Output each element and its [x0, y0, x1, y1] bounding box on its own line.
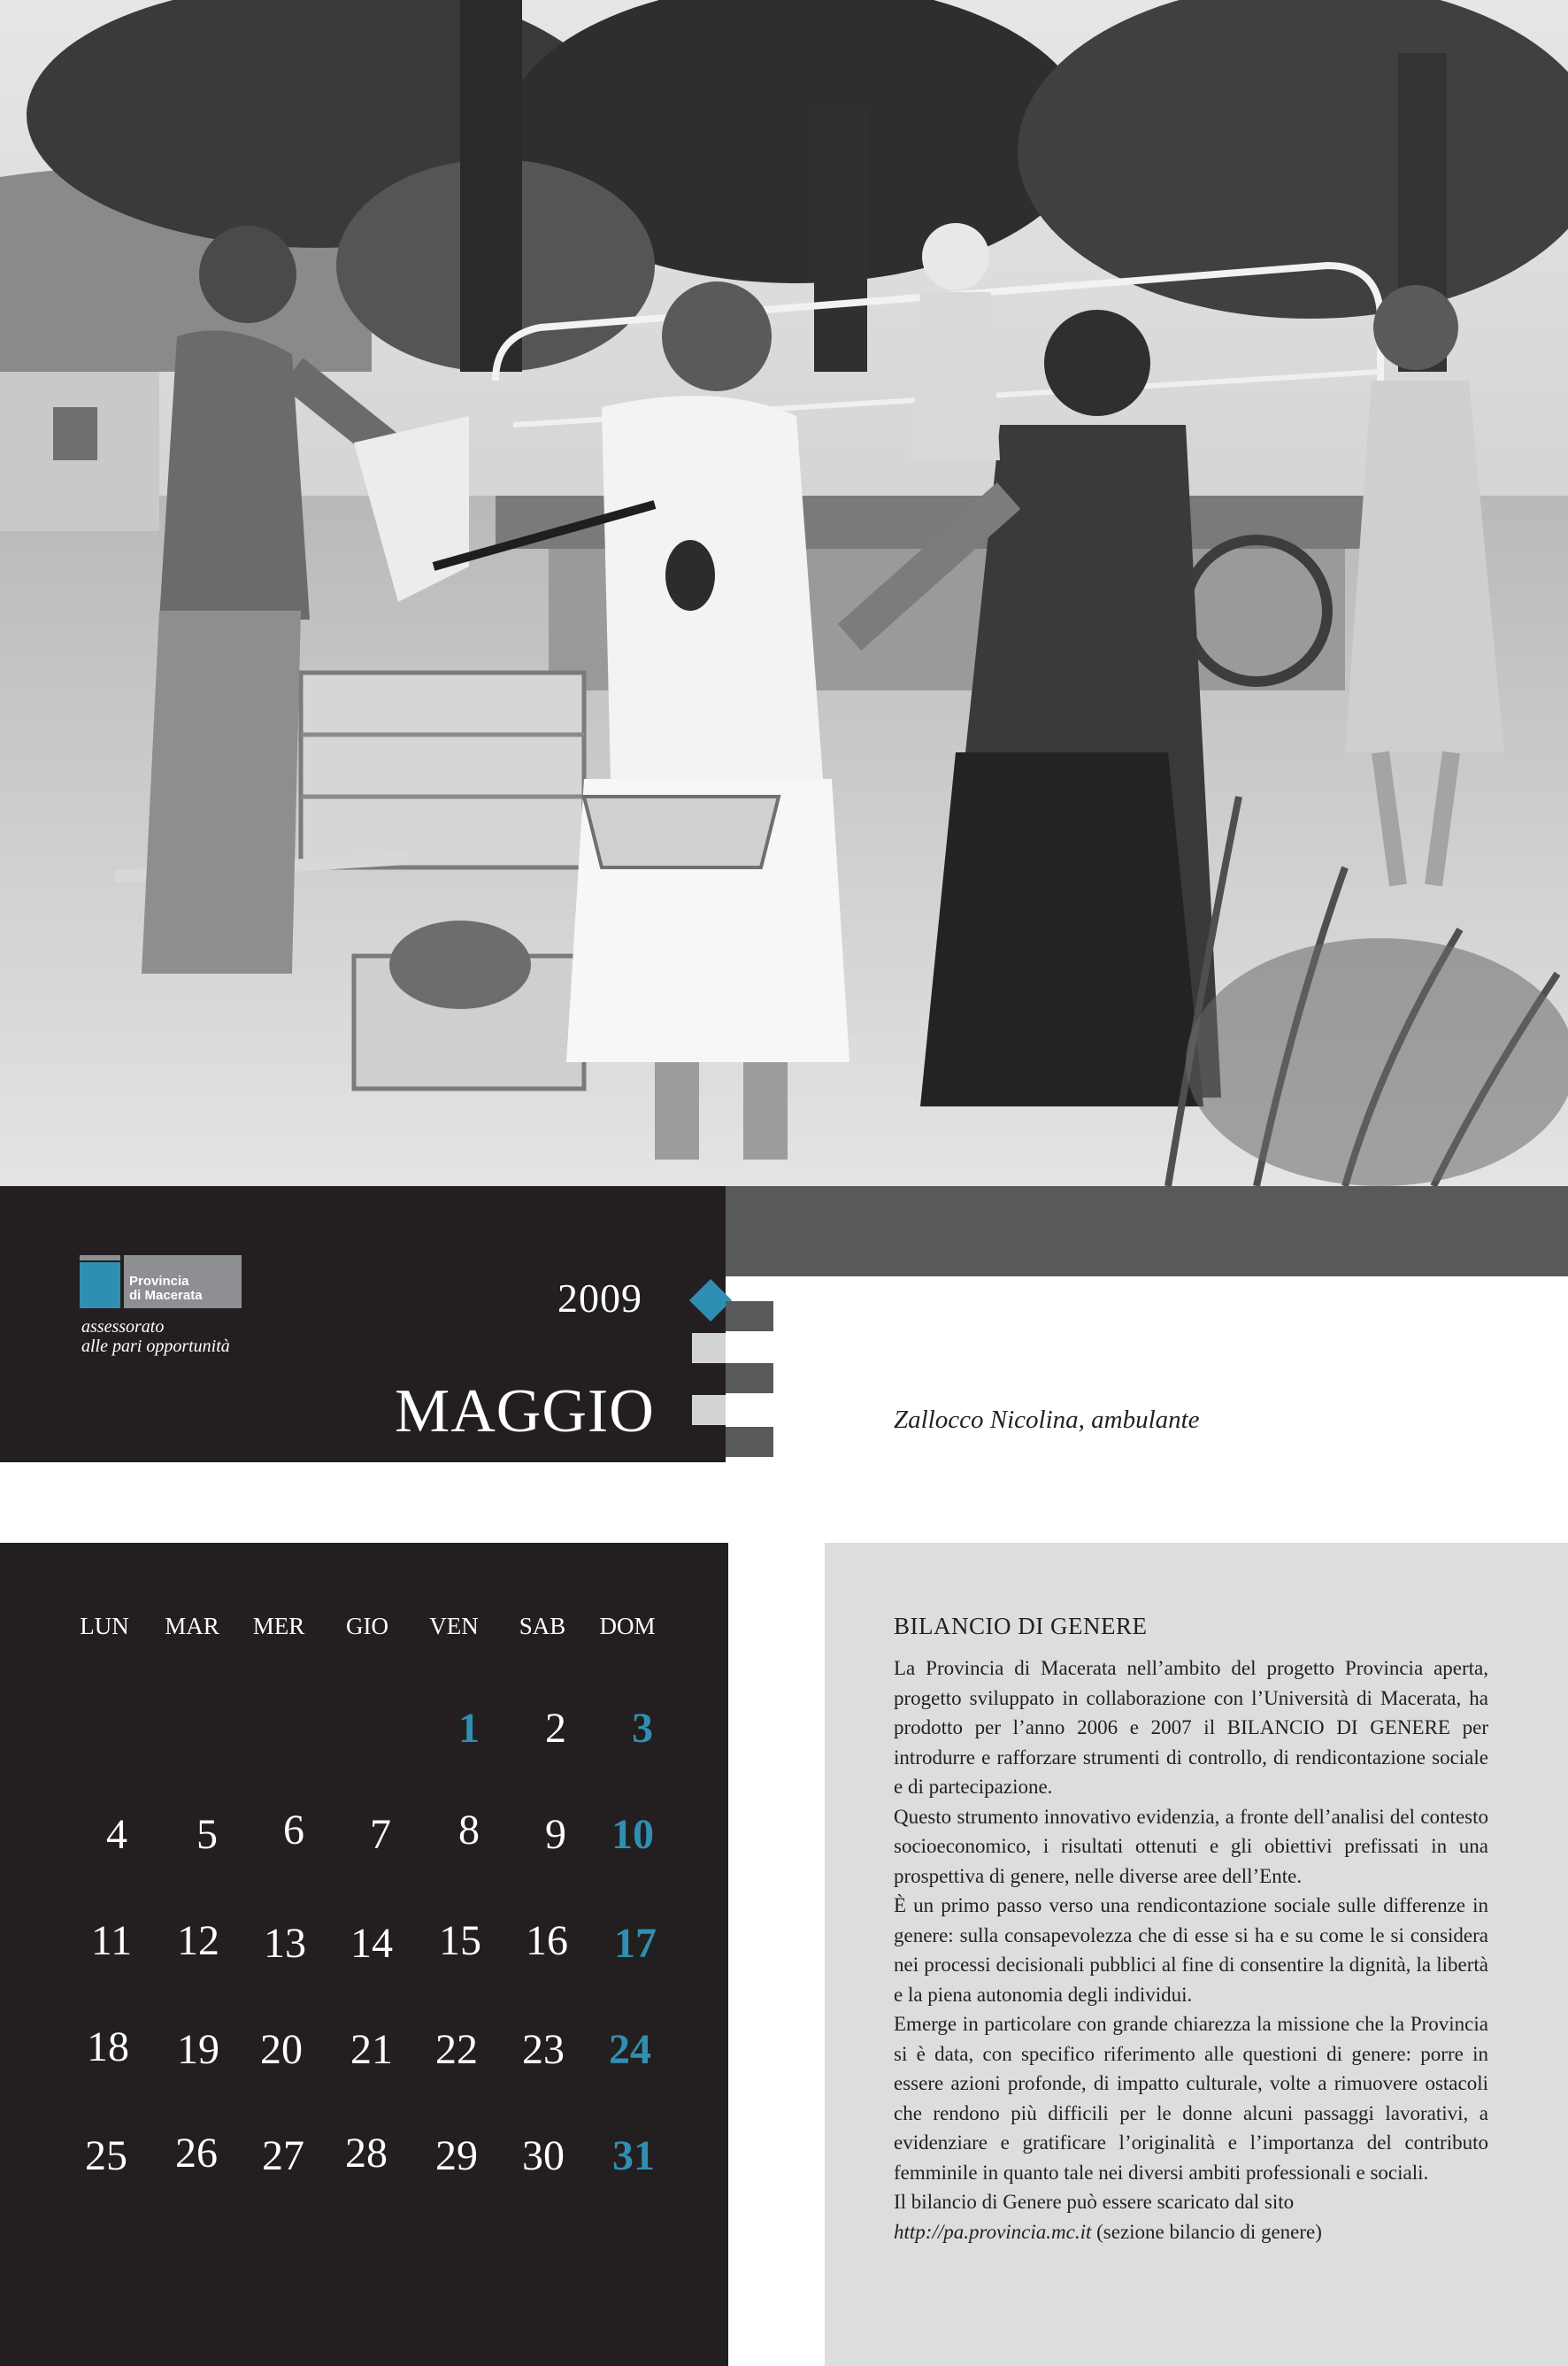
calendar-day: 2 [545, 1705, 566, 1752]
bilancio-url-note: (sezione bilancio di genere) [1096, 2220, 1322, 2243]
calendar-day: 15 [439, 1917, 481, 1964]
bilancio-download-text: Il bilancio di Genere può essere scaricato dal sito [894, 2191, 1295, 2213]
calendar-day: 27 [262, 2132, 304, 2179]
calendar-day: 9 [545, 1811, 566, 1858]
weekday-label: MAR [165, 1613, 219, 1639]
bilancio-paragraph: È un primo passo verso una rendicontazione sociale sulle differenze in genere: sulla consapevolezza che di esse si ha e su come le si considera nei processi decisionali pubblici al fine di consentire la dignità, la libertà e la piena autonomia degli individui. [894, 1894, 1488, 2006]
decor-square [726, 1427, 773, 1457]
calendar-day: 11 [90, 1917, 133, 1964]
logo-name [129, 1275, 203, 1303]
department-label [81, 1317, 230, 1356]
calendar-day: 25 [85, 2132, 127, 2179]
bilancio-title: BILANCIO DI GENERE [894, 1613, 1148, 1639]
calendar-day-sunday: 3 [632, 1705, 653, 1752]
crest-icon [80, 1262, 120, 1308]
calendar-day: 20 [260, 2026, 303, 2073]
bilancio-body [894, 1653, 1488, 2247]
department-line2: alle pari opportunità [81, 1337, 230, 1356]
bilancio-url[interactable]: http://pa.provincia.mc.it [894, 2220, 1092, 2243]
logo-name-line2: di Macerata [129, 1288, 203, 1303]
calendar-day-sunday: 17 [614, 1920, 657, 1967]
logo-name-line1: Provincia [129, 1274, 189, 1289]
calendar-day-sunday: 10 [611, 1811, 654, 1858]
decor-square [726, 1301, 773, 1331]
calendar-day: 5 [196, 1811, 218, 1858]
photo-caption: Zallocco Nicolina, ambulante [894, 1406, 1200, 1434]
calendar-day: 16 [526, 1917, 568, 1964]
provincia-logo [80, 1255, 242, 1308]
weekday-label: LUN [80, 1613, 129, 1639]
calendar-day: 14 [350, 1920, 393, 1967]
bilancio-paragraph: Questo strumento innovativo evidenzia, a fronte dell’analisi del contesto socioeconomico, i risultati ottenuti e gli obiettivi prefissati in una prospettiva di genere, nelle diverse aree dell’Ente. [894, 1805, 1488, 1887]
calendar-year: 2009 [557, 1275, 642, 1321]
calendar-day: 18 [87, 2023, 129, 2070]
calendar-day: 23 [522, 2026, 565, 2073]
weekday-label: VEN [429, 1613, 479, 1639]
calendar-day: 13 [264, 1920, 306, 1967]
calendar-day-sunday: 24 [609, 2026, 651, 2073]
bilancio-paragraph: Emerge in particolare con grande chiarezza la missione che la Provincia si è data, con specifico riferimento alle questioni di genere: porre in essere azioni profonde, di impatto culturale, volte a rimuovere ostacoli che rendono più difficili per le donne alcuni passaggi lavorativi, a evidenziare e gratificare l’originalità e l’importanza del contributo femminile in quanto tale nei diversi ambiti professionali e sociali. [894, 2013, 1488, 2184]
decor-square [726, 1363, 773, 1393]
calendar-day: 8 [458, 1807, 480, 1853]
bilancio-link-line [894, 2217, 1488, 2247]
calendar-day: 4 [106, 1811, 127, 1858]
calendar-day: 28 [345, 2130, 388, 2177]
calendar-day: 21 [350, 2026, 393, 2073]
weekday-label: DOM [599, 1613, 656, 1639]
department-line1: assessorato [81, 1317, 165, 1337]
calendar-day: 6 [283, 1807, 304, 1853]
calendar-day: 1 [458, 1705, 480, 1752]
calendar-day: 30 [522, 2132, 565, 2179]
calendar-month: MAGGIO [395, 1377, 655, 1445]
calendar-day: 12 [177, 1917, 219, 1964]
weekday-label: GIO [346, 1613, 388, 1639]
calendar-day-sunday: 31 [612, 2132, 655, 2179]
calendar-day: 29 [435, 2132, 478, 2179]
calendar-day: 19 [177, 2026, 219, 2073]
header-grey-band [726, 1186, 1568, 1276]
decor-square [692, 1333, 726, 1363]
decor-square [692, 1395, 726, 1425]
calendar-day: 22 [435, 2026, 478, 2073]
logo-crest-crown [80, 1255, 120, 1260]
bilancio-paragraph: La Provincia di Macerata nell’ambito del progetto Provincia aperta, progetto sviluppato in collaborazione con l’Università di Macerata, ha prodotto per l’anno 2006 e 2007 il BILANCIO DI GENERE per introdurre e rafforzare strumenti di controllo, di rendicontazione sociale e di partecipazione. [894, 1657, 1488, 1798]
calendar-day: 7 [370, 1811, 391, 1858]
calendar-day: 26 [175, 2130, 218, 2177]
weekday-label: SAB [519, 1613, 566, 1639]
weekday-label: MER [252, 1613, 305, 1639]
